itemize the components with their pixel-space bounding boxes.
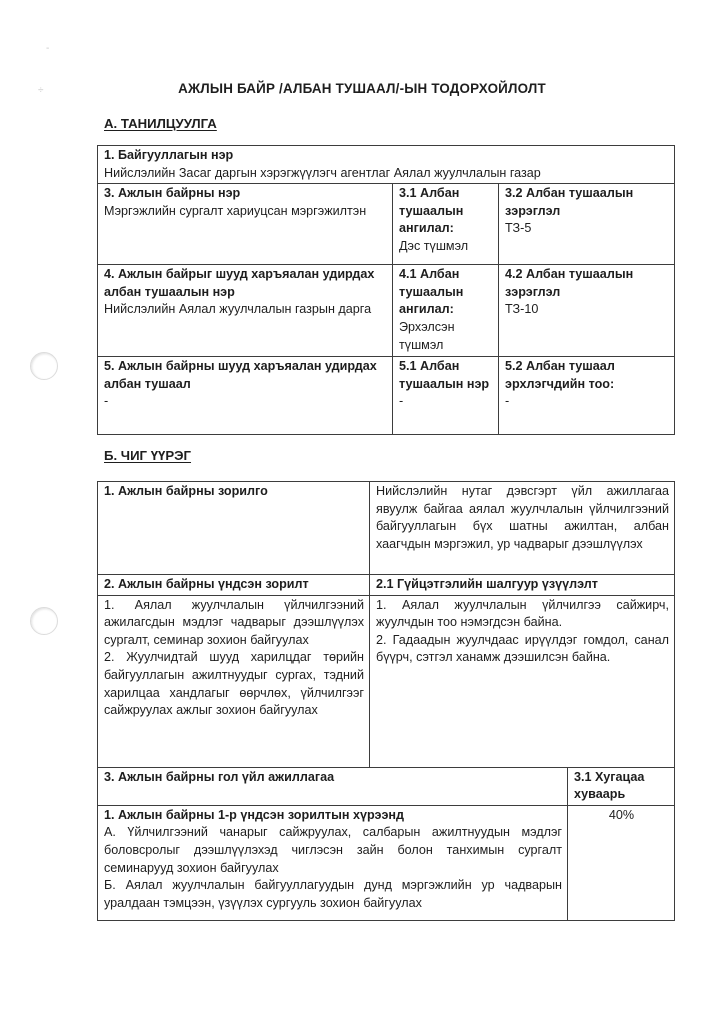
scan-mark: ÷ [38, 85, 44, 96]
supervisor-row [98, 265, 675, 357]
activity-item: А. Үйлчилгээний чанарыг сайжруулах, салбарын ажилтнуудын мэдлэг боловсролыг дээшлүүлэхэд чиглэсэн зайн болон танхимын сургалт семинарууд зохион байгуулах [104, 825, 562, 875]
subordinate-label: 5. Ажлын байрны шууд харъяалан удирдах албан тушаал [104, 359, 377, 391]
punch-hole [30, 352, 58, 380]
scan-mark: - [46, 43, 50, 54]
rank-type-value: Дэс түшмэл [399, 238, 469, 253]
goals-header-row [98, 575, 675, 596]
activity-share-cell [568, 805, 675, 920]
rank-type-cell [393, 184, 499, 265]
subordinate-cell [98, 357, 393, 435]
activities-header-row [98, 767, 675, 805]
job-name-cell [98, 184, 393, 265]
goal-item: 2. Жуулчидтай шууд харилцдаг төрийн байгууллагын ажилтнуудыг сургах, тэдний харилцаа хандлагыг өөрчлөх, үйлчилгээг сайжруулах ажлыг зохион байгуулах [104, 650, 364, 718]
subordinate-name-label: 5.1 Албан тушаалын нэр [399, 359, 490, 391]
activities-label: 3. Ажлын байрны гол үйл ажиллагаа [104, 769, 335, 784]
job-row [98, 184, 675, 265]
subordinate-name-cell [393, 357, 499, 435]
section-a-heading: А. ТАНИЛЦУУЛГА [104, 116, 217, 131]
rank-level-cell [499, 184, 675, 265]
supervisor-level-label: 4.2 Албан тушаалын зэрэглэл [505, 267, 634, 299]
document-title: АЖЛЫН БАЙР /АЛБАН ТУШААЛ/-ЫН ТОДОРХОЙЛОЛТ [178, 81, 546, 96]
org-value: Нийслэлийн Засаг даргын хэрэгжүүлэгч агентлаг Аялал жуулчлалын газар [104, 165, 541, 180]
rank-level-value: ТЗ-5 [505, 221, 532, 236]
org-row [98, 146, 675, 184]
purpose-label-cell [98, 482, 370, 575]
activities-label-cell [98, 767, 568, 805]
goals-label-cell [98, 575, 370, 596]
subordinate-count-value: - [505, 394, 510, 409]
supervisor-label: 4. Ажлын байрыг шууд харъяалан удирдах албан тушаалын нэр [104, 267, 375, 299]
purpose-row [98, 482, 675, 575]
kpi-label: 2.1 Гүйцэтгэлийн шалгуур үзүүлэлт [376, 577, 598, 591]
subordinate-count-label: 5.2 Албан тушаал эрхлэгчдийн тоо: [505, 359, 615, 391]
goals-label: 2. Ажлын байрны үндсэн зорилт [104, 577, 309, 591]
activity-row [98, 805, 675, 920]
activity-share: 40% [608, 807, 635, 822]
rank-level-label: 3.2 Албан тушаалын зэрэглэл [505, 186, 634, 218]
activity-item: Б. Аялал жуулчлалын байгууллагуудын дунд мэргэжлийн ур чадварын уралдаан тэмцээн, үзүүлэх сургууль зохион байгуулах [104, 878, 562, 910]
time-label: 3.1 Хугацаа хуваарь [574, 769, 645, 802]
subordinate-row [98, 357, 675, 435]
org-label: 1. Байгууллагын нэр [104, 148, 234, 162]
supervisor-type-value: Эрхэлсэн түшмэл [399, 319, 455, 352]
goals-row [98, 595, 675, 767]
punch-hole [30, 607, 58, 635]
subordinate-name-value: - [399, 394, 404, 409]
subordinate-count-cell [499, 357, 675, 435]
supervisor-level-value: ТЗ-10 [505, 302, 539, 317]
supervisor-level-cell [499, 265, 675, 357]
rank-type-label: 3.1 Албан тушаалын ангилал: [399, 186, 464, 236]
goals-cell [98, 595, 370, 767]
activity-cell [98, 805, 568, 920]
section-a-table [97, 145, 675, 435]
purpose-value: Нийслэлийн нутаг дэвсгэрт үйл ажиллагаа явуулж байгаа аялал жуулчлалын үйлчилгээний байгууллагын бүх шатны ажилтан, албан хаагчдын мэргэжил, ур чадварыг дээшлүүлэх [376, 484, 669, 551]
kpi-cell [370, 595, 675, 767]
purpose-value-cell [370, 482, 675, 575]
activity-label: 1. Ажлын байрны 1-р үндсэн зорилтын хүрээнд [104, 807, 405, 822]
supervisor-type-label: 4.1 Албан тушаалын ангилал: [399, 267, 464, 317]
section-b-table [97, 481, 675, 921]
purpose-label: 1. Ажлын байрны зорилго [104, 484, 268, 498]
supervisor-value: Нийслэлийн Аялал жуулчлалын газрын дарга [104, 302, 372, 317]
section-b-heading: Б. ЧИГ ҮҮРЭГ [104, 448, 192, 463]
goal-item: 1. Аялал жуулчлалын үйлчилгээний ажилагсдын мэдлэг чадварыг дээшлүүлэх сургалт, семинар зохион байгуулах [104, 597, 364, 647]
supervisor-cell [98, 265, 393, 357]
supervisor-type-cell [393, 265, 499, 357]
job-name-value: Мэргэжлийн сургалт хариуцсан мэргэжилтэн [104, 203, 367, 218]
kpi-label-cell [370, 575, 675, 596]
kpi-item: 2. Гадаадын жуулчдаас ирүүлдэг гомдол, санал бүүрч, сэтгэл ханамж дээшилсэн байна. [376, 632, 669, 665]
kpi-item: 1. Аялал жуулчлалын үйлчилгээ сайжирч, жуулчдын тоо нэмэгдсэн байна. [376, 597, 669, 630]
job-name-label: 3. Ажлын байрны нэр [104, 186, 241, 201]
time-label-cell [568, 767, 675, 805]
subordinate-value: - [104, 394, 109, 409]
org-cell [98, 146, 675, 184]
